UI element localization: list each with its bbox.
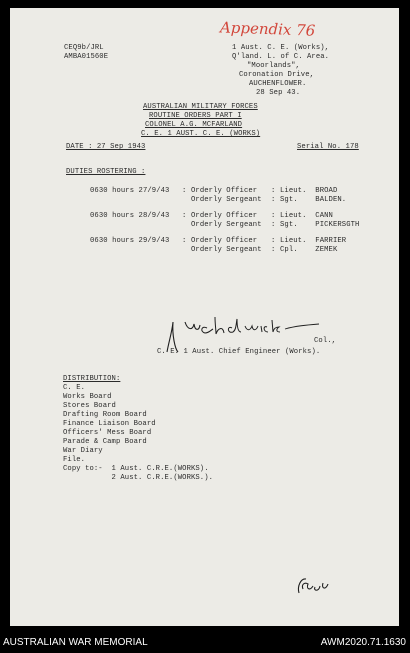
duty-separator: : [271,221,276,229]
duty-separator: : [271,246,276,254]
signatory-rank: Col., [314,337,337,345]
duty-time: 0630 hours 29/9/43 [90,237,170,245]
initials-graphic [293,573,337,599]
duty-person: Lieut. FARRIER [280,237,347,245]
distribution-item: War Diary [63,447,103,455]
title-line: C. E. 1 AUST. C. E. (WORKS) [141,130,261,138]
title-line: ROUTINE ORDERS PART I [149,112,242,120]
distribution-item: File. [63,456,86,464]
title-line: AUSTRALIAN MILITARY FORCES [143,103,258,111]
distribution-item: C. E. [63,384,86,392]
duty-role: Orderly Sergeant [191,196,262,204]
duty-time: 0630 hours 27/9/43 [90,187,170,195]
unit-address-line: Q'land. L. of C. Area. [232,53,330,61]
duty-separator: : [271,196,276,204]
unit-address-line: 1 Aust. C. E. (Works), [232,44,330,52]
distribution-heading: DISTRIBUTION: [63,375,121,383]
duty-separator: : [182,187,187,195]
duty-separator: : [182,212,187,220]
duty-person: Sgt. PICKERSGTH [280,221,360,229]
archive-footer [0,635,410,653]
duty-role: Orderly Sergeant [191,246,262,254]
unit-address-line: "Moorlands", [247,62,300,70]
duty-role: Orderly Officer [191,237,258,245]
distribution-item: Parade & Camp Board [63,438,147,446]
archive-name: AUSTRALIAN WAR MEMORIAL [3,637,148,648]
document-date: 28 Sep 43. [256,89,301,97]
section-heading: DUTIES ROSTERING : [66,168,146,176]
title-line: COLONEL A.G. MCFARLAND [145,121,243,129]
archive-reference: AWM2020.71.1630 [320,637,406,648]
serial-number: Serial No. 178 [297,143,359,151]
duty-role: Orderly Officer [191,187,258,195]
duty-separator: : [271,237,276,245]
distribution-copy-line: Copy to:- 1 Aust. C.R.E.(WORKS). [63,465,209,473]
file-reference-2: AMBA01560E [64,53,109,61]
duty-time: 0630 hours 28/9/43 [90,212,170,220]
distribution-copy-line: 2 Aust. C.R.E.(WORKS.). [63,474,214,482]
document-page [10,8,399,626]
distribution-item: Drafting Room Board [63,411,147,419]
duty-person: Lieut. CANN [280,212,333,220]
signatory-title: C. E. 1 Aust. Chief Engineer (Works). [157,348,321,356]
distribution-item: Finance Liaison Board [63,420,156,428]
unit-address-line: AUCHENFLOWER. [249,80,307,88]
distribution-item: Stores Board [63,402,116,410]
unit-address-line: Coronation Drive, [239,71,315,79]
duty-person: Lieut. BROAD [280,187,338,195]
duty-role: Orderly Sergeant [191,221,262,229]
distribution-item: Works Board [63,393,112,401]
file-reference: CEQ9b/JRL [64,44,104,52]
handwritten-annotation: Appendix 76 [219,18,316,40]
duty-separator: : [271,212,276,220]
duty-person: Cpl. ZEMEK [280,246,338,254]
duty-role: Orderly Officer [191,212,258,220]
orders-date: DATE : 27 Sep 1943 [66,143,146,151]
duty-person: Sgt. BALDEN. [280,196,347,204]
duty-separator: : [182,237,187,245]
distribution-item: Officers' Mess Board [63,429,152,437]
duty-separator: : [271,187,276,195]
